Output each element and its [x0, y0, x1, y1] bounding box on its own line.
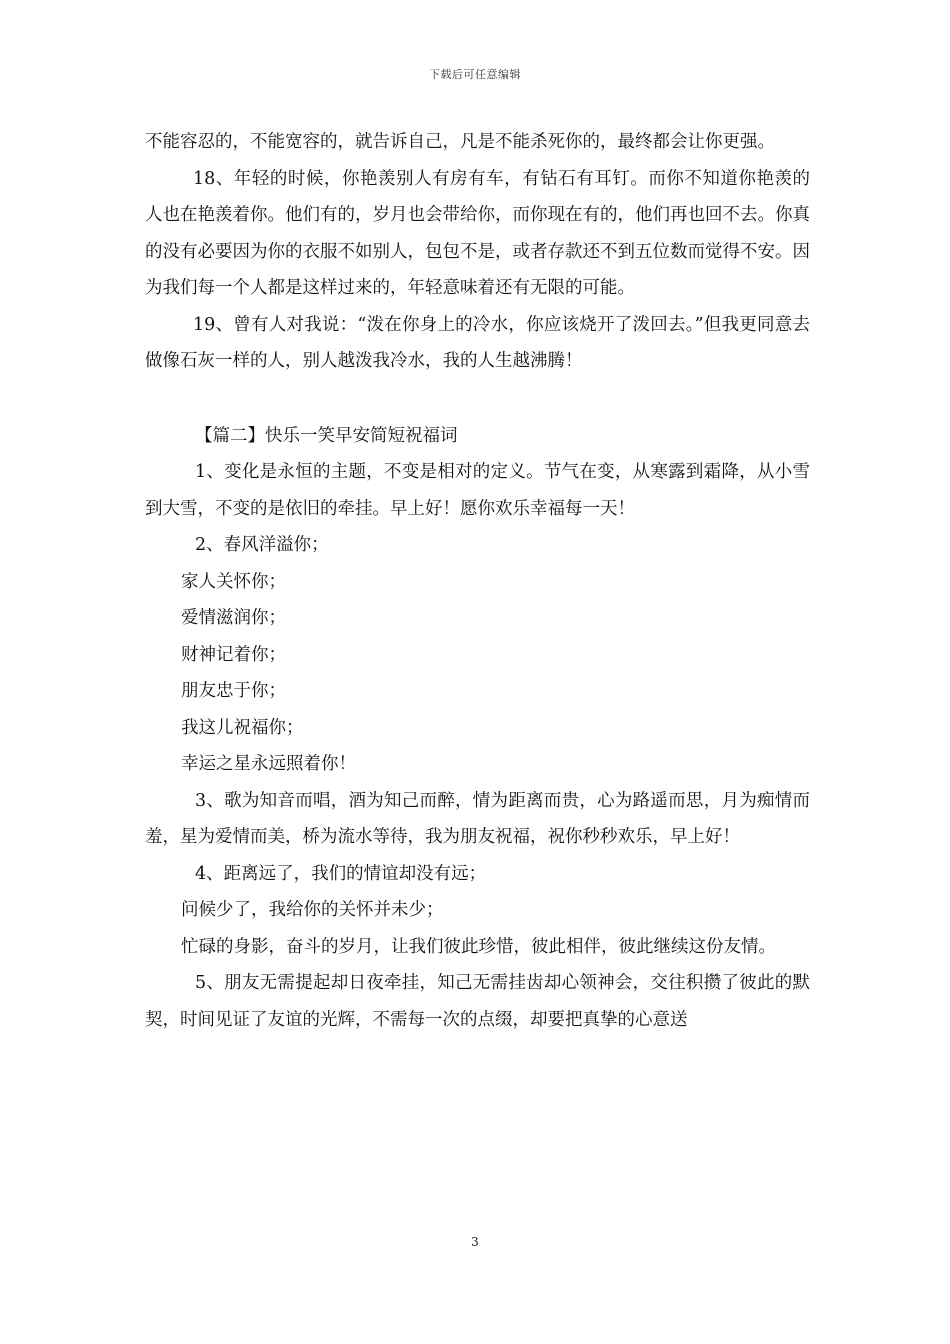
- poem-line: 家人关怀你；: [181, 571, 286, 592]
- section-title: 【篇二】快乐一笑早安简短祝福词: [195, 425, 458, 446]
- paragraph: 忙碌的身影，奋斗的岁月，让我们彼此珍惜，彼此相伴，彼此继续这份友情。: [181, 936, 776, 957]
- poem-line: 财神记着你；: [181, 644, 286, 665]
- page-number: 3: [471, 1235, 479, 1249]
- paragraph: 19、曾有人对我说：“泼在你身上的冷水，你应该烧开了泼回去。”但我更同意去做像石灰一样的人，别人越泼我冷水，我的人生越沸腾！: [145, 314, 810, 371]
- poem-line: 爱情滋润你；: [181, 608, 286, 628]
- paragraph: 4、距离远了，我们的情谊却没有远；: [195, 863, 487, 884]
- paragraph: 不能容忍的，不能宽容的，就告诉自己，凡是不能杀死你的，最终都会让你更强。: [145, 132, 775, 152]
- paragraph: 1、变化是永恒的主题，不变是相对的定义。节气在变，从寒露到霜降，从小雪到大雪，不变的是依旧的牵挂。早上好！愿你欢乐幸福每一天！: [145, 462, 810, 519]
- poem-line: 幸运之星永远照着你！: [181, 754, 356, 774]
- page-header: 下载后可任意编辑: [429, 68, 521, 81]
- poem-line: 朋友忠于你；: [181, 681, 286, 701]
- poem-line: 我这儿祝福你；: [181, 717, 304, 738]
- paragraph: 问候少了，我给你的关怀并未少；: [181, 900, 444, 920]
- paragraph: 18、年轻的时候，你艳羡别人有房有车，有钻石有耳钉。而你不知道你艳羡的人也在艳羡着你。他们有的，岁月也会带给你，而你现在有的，他们再也回不去。你真的没有必要因为你的衣服不如别人，包包不是，或者存款还不到五位数而觉得不安。因为我们每一个人都是这样过来的，年轻意味着还有无限的可能。: [145, 168, 810, 298]
- paragraph: 5、朋友无需提起却日夜牵挂，知己无需挂齿却心领神会，交往积攒了彼此的默契，时间见证了友谊的光辉，不需每一次的点缀，却要把真挚的心意送: [145, 973, 810, 1030]
- paragraph: 2、春风洋溢你；: [195, 535, 329, 555]
- paragraph: 3、歌为知音而唱，酒为知己而醉，情为距离而贵，心为路遥而思，月为痴情而羞，星为爱情而美，桥为流水等待，我为朋友祝福，祝你秒秒欢乐，早上好！: [145, 790, 810, 847]
- page-content: [145, 124, 810, 1038]
- spacer: [145, 380, 810, 418]
